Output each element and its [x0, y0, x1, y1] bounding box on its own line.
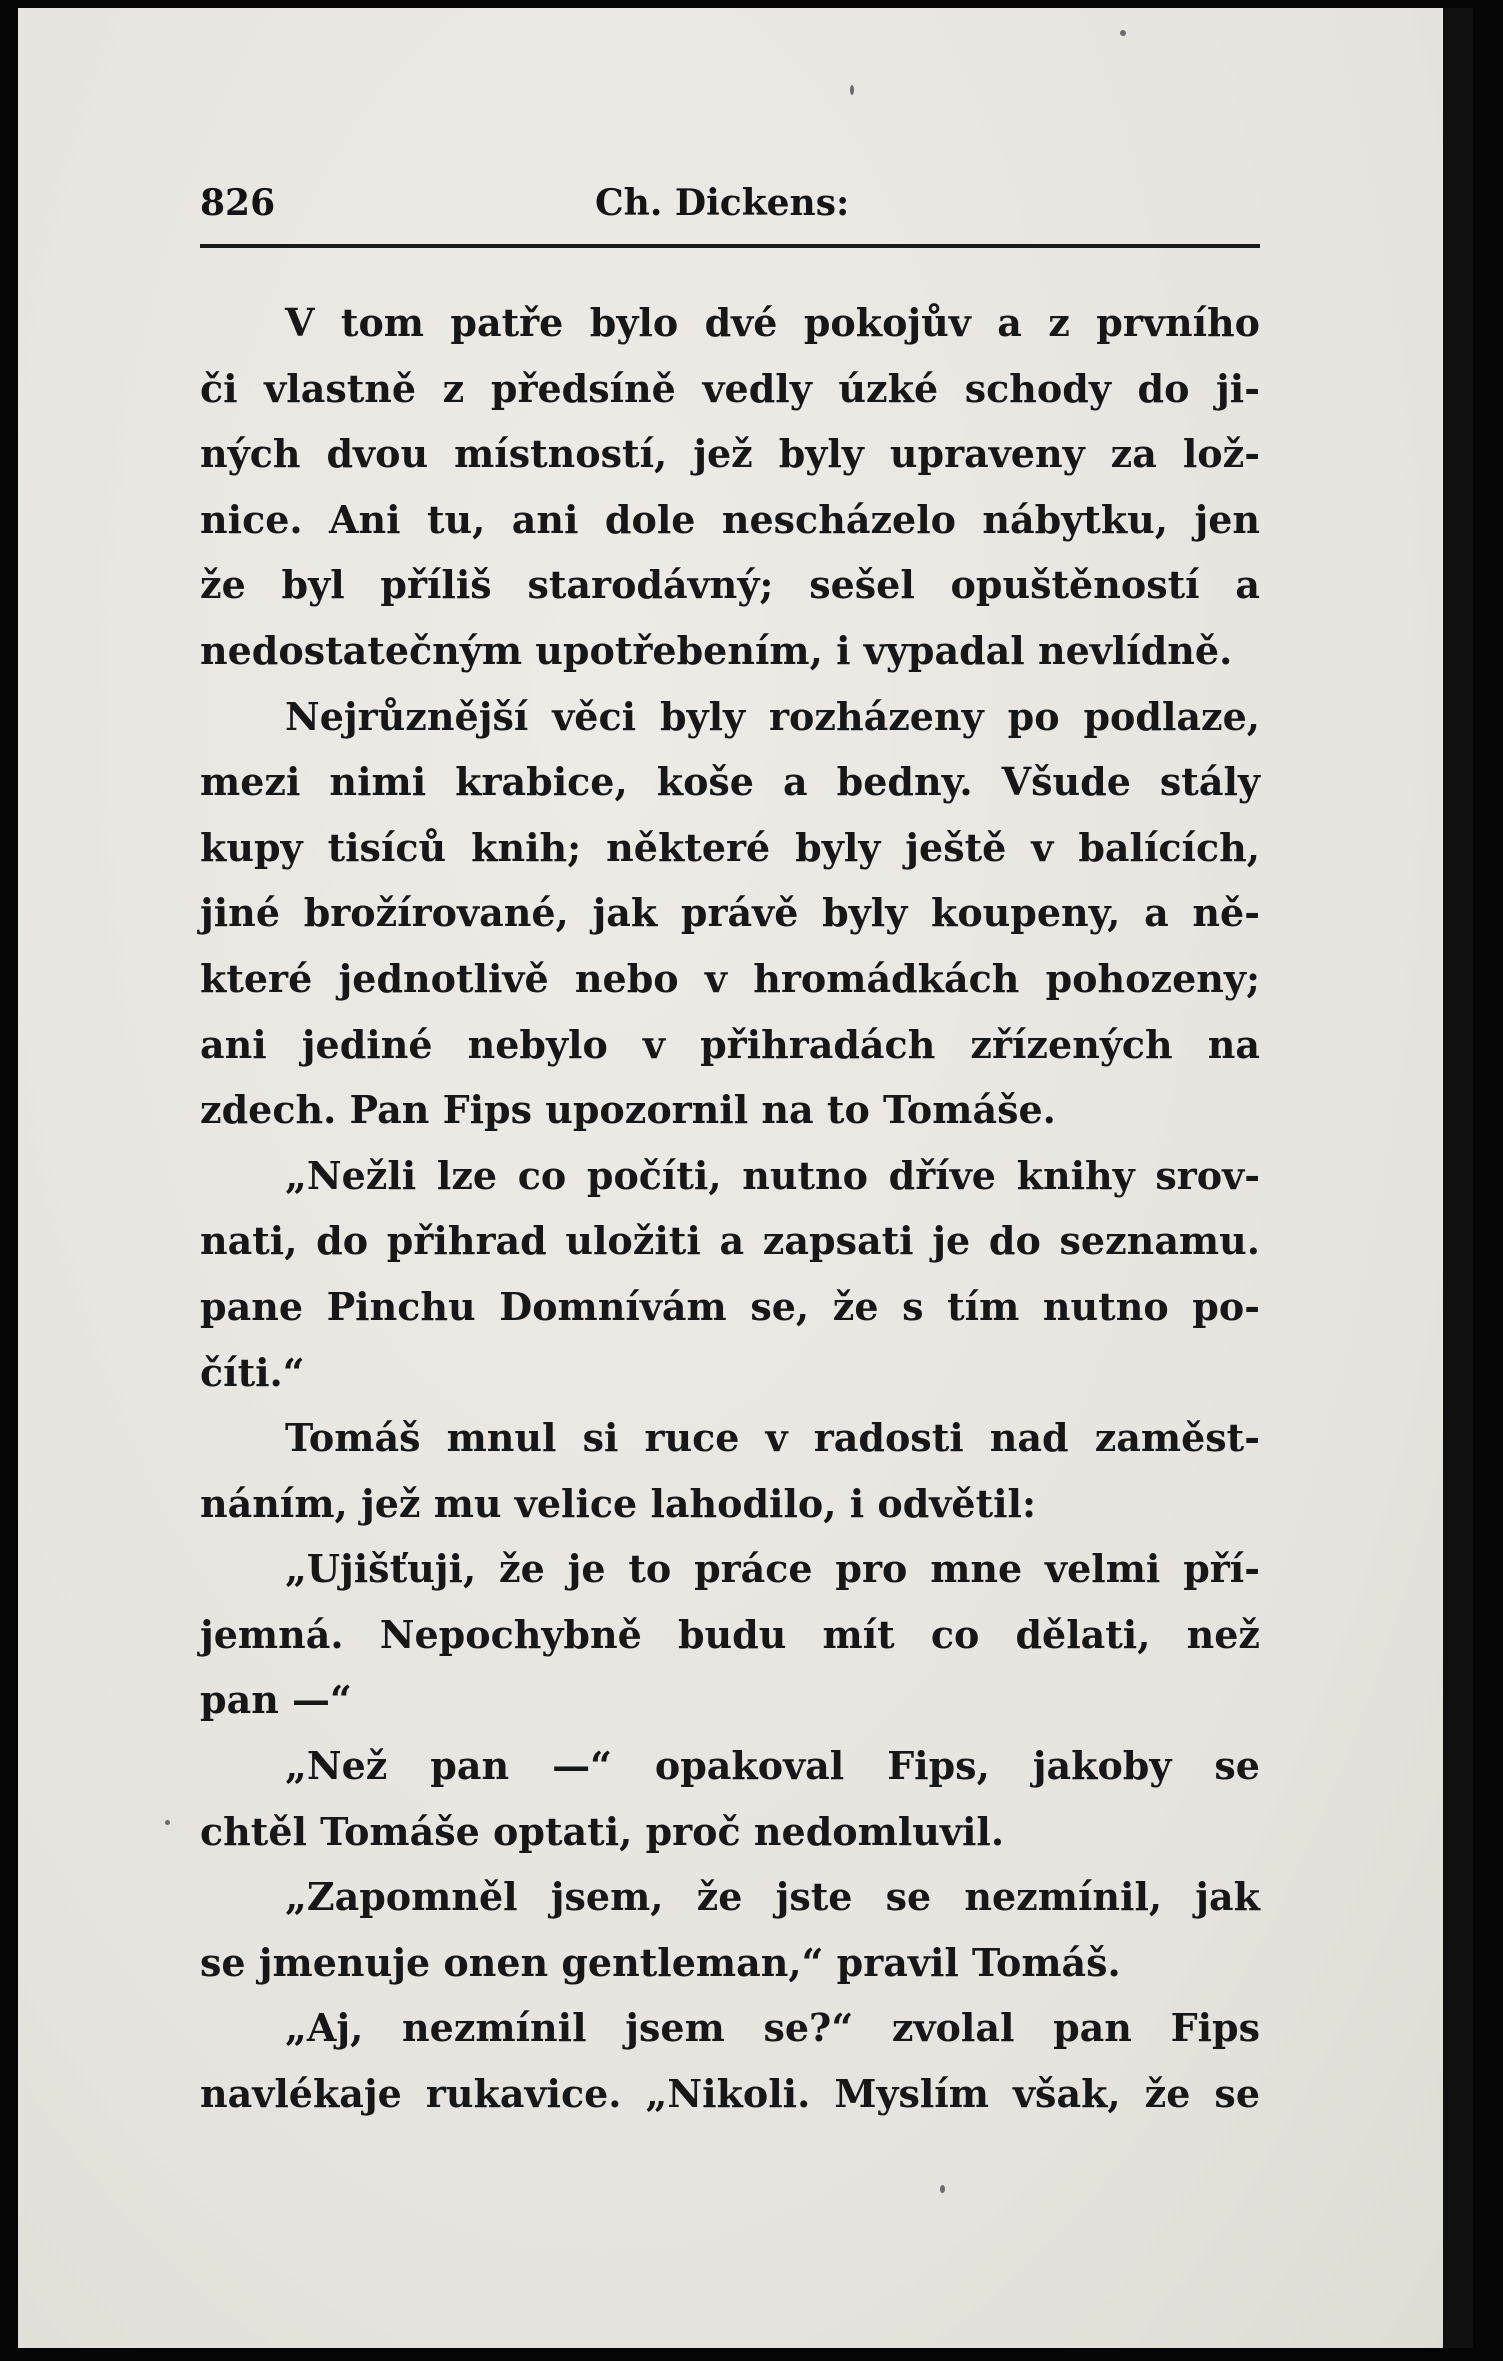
text-line: „Nežli lze co počíti, nutno dříve knihy srov- — [285, 1152, 1260, 1198]
paper-speck — [1120, 30, 1126, 36]
text-line: nice. Ani tu, ani dole nescházelo nábytku, jen — [200, 496, 1260, 542]
text-line: „Aj, nezmínil jsem se?“ zvolal pan Fips — [285, 2005, 1260, 2051]
text-line: jemná. Nepochybně budu mít co dělati, než — [200, 1611, 1260, 1657]
text-line: V tom patře bylo dvé pokojův a z prvního — [285, 300, 1260, 345]
text-line: mezi nimi krabice, koše a bedny. Všude stály — [200, 759, 1260, 805]
text-line: číti.“ — [200, 1349, 305, 1395]
paper-speck — [165, 1820, 170, 1825]
paper-speck — [850, 85, 854, 95]
paper-speck — [940, 2185, 945, 2193]
text-line: „Ujišťuji, že je to práce pro mne velmi pří- — [285, 1546, 1260, 1592]
text-line: se jmenuje onen gentleman,“ pravil Tomáš. — [200, 1939, 1121, 1985]
text-line: navlékaje rukavice. „Nikoli. Myslím však, že se — [200, 2071, 1260, 2117]
header-rule — [200, 244, 1260, 248]
text-line: „Než pan —“ opakoval Fips, jakoby se — [285, 1743, 1260, 1789]
running-head-title: Ch. Dickens: — [595, 182, 850, 224]
body-text — [200, 290, 1260, 2127]
page-binding-edge — [1443, 8, 1473, 2348]
text-line: které jednotlivě nebo v hromádkách pohozeny; — [200, 955, 1260, 1001]
text-line: náním, jež mu velice lahodilo, i odvětil: — [200, 1480, 1037, 1526]
text-line: ani jediné nebylo v přihradách zřízených na — [200, 1021, 1260, 1067]
text-line: Tomáš mnul si ruce v radosti nad zaměst- — [285, 1415, 1260, 1461]
text-line: či vlastně z předsíně vedly úzké schody do ji- — [200, 365, 1260, 411]
page-number: 826 — [200, 182, 276, 224]
running-head — [200, 178, 1260, 238]
text-line: nedostatečným upotřebením, i vypadal nevlídně. — [200, 627, 1233, 673]
text-line: pane Pinchu Domnívám se, že s tím nutno po- — [200, 1283, 1260, 1329]
text-line: „Zapomněl jsem, že jste se nezmínil, jak — [285, 1874, 1260, 1920]
text-line: nati, do přihrad uložiti a zapsati je do seznamu. — [200, 1218, 1260, 1264]
text-line: kupy tisíců knih; některé byly ještě v balících, — [200, 824, 1260, 870]
text-line: pan —“ — [200, 1677, 352, 1723]
text-line: ných dvou místností, jež byly upraveny za lož- — [200, 431, 1260, 477]
text-line: chtěl Tomáše optati, proč nedomluvil. — [200, 1808, 1005, 1854]
text-line: zdech. Pan Fips upozornil na to Tomáše. — [200, 1087, 1056, 1133]
text-line: Nejrůznější věci byly rozházeny po podlaze, — [285, 693, 1260, 739]
text-line: jiné brožírované, jak právě byly koupeny, a ně- — [200, 890, 1260, 936]
text-line: že byl příliš starodávný; sešel opuštěností a — [200, 562, 1260, 608]
